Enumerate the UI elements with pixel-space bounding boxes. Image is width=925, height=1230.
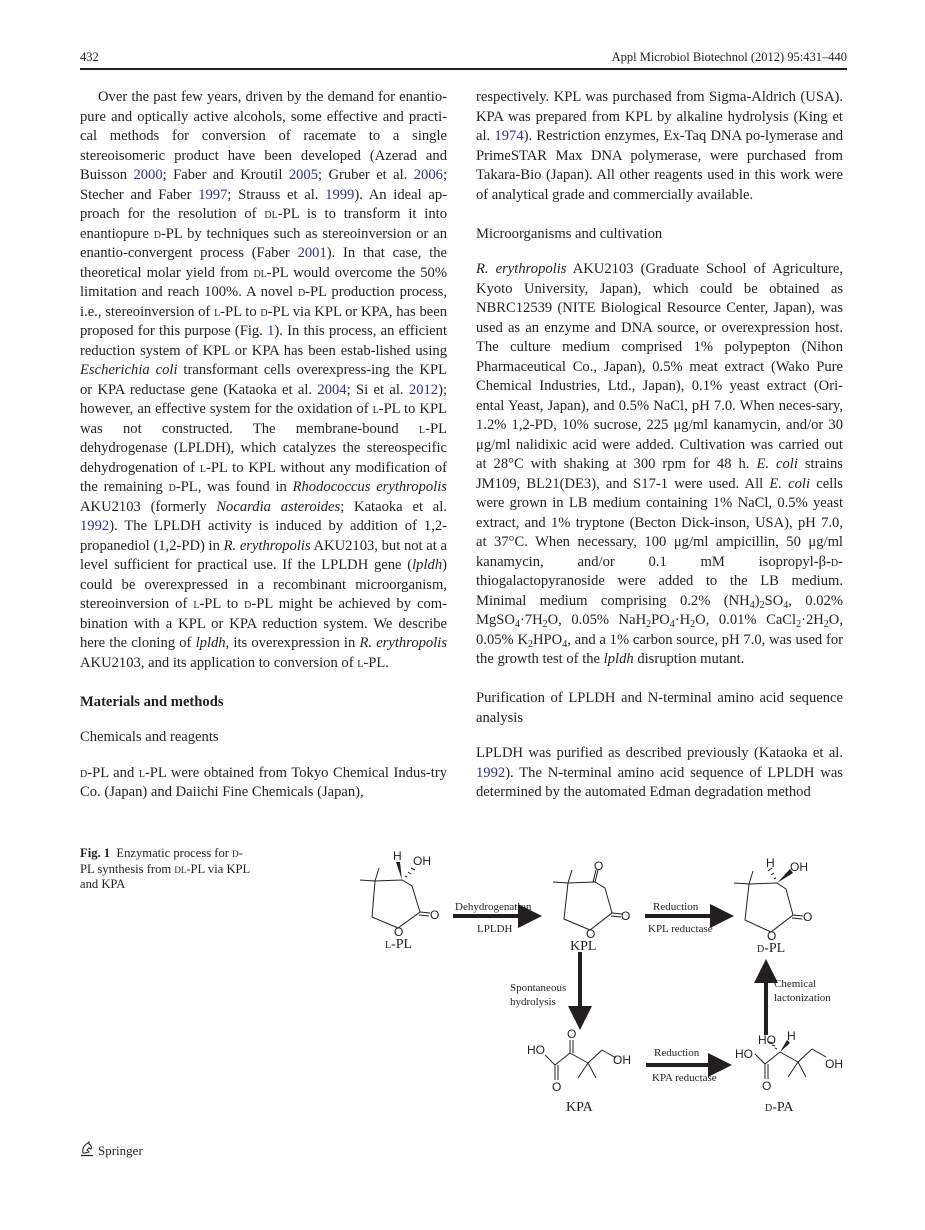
atom-label: O: [552, 1080, 562, 1094]
citation-link[interactable]: 2005: [288, 167, 318, 183]
small-caps-prefix: l: [199, 459, 206, 476]
arrow-label-reduction: Reduction: [653, 901, 699, 913]
italic-term: R. erythropolis: [359, 635, 447, 651]
compound-label-l-pl: l-PL: [385, 937, 413, 952]
compound-label-kpa: KPA: [566, 1100, 593, 1115]
section-heading-materials-methods: Materials and methods: [80, 693, 224, 710]
subscript: 2: [823, 619, 829, 630]
compound-label-d-pl: d-PL: [757, 941, 786, 956]
subscript: 4: [514, 619, 520, 630]
small-caps-prefix: dl: [253, 264, 267, 281]
publisher-footer: [80, 1141, 143, 1161]
atom-label: H: [766, 856, 775, 870]
small-caps-prefix: l: [193, 596, 200, 612]
subscript: 4: [669, 619, 675, 630]
citation-link[interactable]: 1: [267, 323, 275, 339]
citation-link[interactable]: 2001: [297, 245, 327, 261]
citation-link[interactable]: 1992: [476, 764, 506, 781]
intro-paragraph: Over the past few years, driven by the demand for enantio-pure and optically active alcohols, some effective and practi-cal methods for conversion of racemate to a single stereoisomeric product have been developed (Azerad and Buisson 2000; Faber and Kroutil 2005; Gruber et al. 2006; Stecher and Faber 1997; Strauss et al. 1999). An ideal ap-proach for the resolution of dl-PL is to transform it into enantiopure d-PL by techniques such as stereoinversion or an enantio-convergent process (Faber 2001). In that case, the theoretical molar yield from dl-PL would overcome the 50% limitation and reach 100%. A novel d-PL production process, i.e., stereoinversion of l-PL to d-PL via KPL or KPA, has been proposed for this purpose (Fig. 1). In this process, an efficient reduction system of KPL or KPA has been estab-lished using Escherichia coli transformant cells overexpress-ing the KPL or KPA reductase gene (Kataoka et al. 2004; Si et al. 2012); however, an effective system for the oxidation of l-PL to KPL was not constructed. The membrane-bound l-PL dehydrogenase (LPLDH), which catalyzes the stereospecific dehydrogenation of l-PL to KPL without any modification of the remaining d-PL, was found in Rhodococcus erythropolis AKU2103 (formerly Nocardia asteroides; Kataoka et al. 1992). The LPLDH activity is induced by addition of 1,2-propanediol (1,2-PD) in R. erythropolis AKU2103, but not at a level sufficient for practical use. If the LPLDH gene (lpldh) could be overexpressed in a recombinant microorganism, stereoinversion of l-PL to d-PL might be achieved by com-bination with a KPL or KPA reduction system. We describe here the cloning of lpldh, its overexpression in R. erythropolis AKU2103, and its application to conversion of l-PL.: [80, 89, 448, 671]
arrow-label-lpldh: LPLDH: [477, 923, 513, 935]
atom-label: H: [393, 849, 402, 863]
italic-term: lpldh: [412, 557, 443, 573]
italic-term: E. coli: [756, 456, 798, 472]
atom-label: HO: [758, 1033, 776, 1047]
atom-label: HO: [735, 1047, 753, 1061]
figure-caption: [80, 846, 255, 893]
l-pl-structure: [360, 862, 430, 928]
subscript: 4: [749, 599, 755, 611]
small-caps-prefix: l: [214, 303, 221, 320]
subsection-heading-chemicals: Chemicals and reagents: [80, 729, 219, 745]
atom-label: OH: [413, 854, 431, 868]
atom-label: O: [394, 925, 404, 939]
arrow-label-chemical: Chemical: [774, 978, 817, 990]
small-caps-prefix: l: [419, 420, 426, 437]
small-caps-prefix: d: [297, 284, 306, 300]
figure-label: Fig. 1: [80, 846, 111, 860]
italic-term: E. coli: [769, 475, 811, 492]
atom-label: O: [430, 908, 440, 922]
compound-label-d-pa: d-PA: [765, 1100, 794, 1115]
arrow-label-kpl-reductase: KPL reductase: [648, 923, 713, 935]
publisher-name: Springer: [98, 1143, 143, 1158]
journal-citation: Appl Microbiol Biotechnol (2012) 95:431–440: [611, 50, 847, 64]
arrow-label-dehydrogenation: Dehydrogenation: [455, 901, 532, 913]
atom-label: O: [621, 909, 631, 923]
italic-term: R. erythropolis: [223, 537, 311, 554]
reaction-scheme-figure: [350, 840, 870, 1120]
atom-label: O: [767, 929, 777, 943]
italic-term: lpldh: [195, 635, 226, 651]
citation-link[interactable]: 1992: [80, 518, 110, 534]
atom-label: O: [586, 927, 596, 941]
purification-paragraph: LPLDH was purified as described previously (Kataoka et al. 1992). The N-terminal amino acid sequence of LPLDH was determined by the automated Edman degradation method: [476, 745, 843, 800]
citation-link[interactable]: 1999: [325, 186, 355, 203]
citation-link[interactable]: 2006: [413, 167, 443, 183]
subscript: 2: [646, 619, 652, 630]
small-caps-prefix: l: [357, 654, 364, 671]
small-caps-prefix: dl: [174, 861, 187, 876]
kpl-structure: [553, 870, 622, 930]
atom-label: HO: [527, 1043, 545, 1057]
springer-horse-icon: [80, 1141, 94, 1161]
atom-label: OH: [825, 1057, 843, 1071]
citation-link[interactable]: 2012: [408, 381, 439, 398]
arrow-label-lactonization: lactonization: [774, 992, 831, 1004]
atom-label: OH: [613, 1053, 631, 1067]
small-caps-prefix: d: [260, 303, 268, 320]
small-caps-prefix: dl: [264, 206, 278, 222]
italic-term: Escherichia coli: [80, 362, 178, 378]
subscript: 2: [796, 619, 802, 630]
subsection-heading-purification: Purification of LPLDH and N-terminal amino acid sequence analysis: [476, 690, 843, 726]
arrow-label-reduction: Reduction: [654, 1047, 700, 1059]
subscript: 2: [759, 599, 765, 611]
subscript: 4: [783, 599, 789, 611]
figure-caption-text: Enzymatic process for d-PL synthesis from dl-PL via KPL and KPA: [80, 846, 250, 891]
header-rule: [80, 68, 847, 70]
arrow-label-kpa-reductase: KPA reductase: [652, 1072, 717, 1084]
small-caps-prefix: d: [168, 479, 176, 495]
chemicals-paragraph: d-PL and l-PL were obtained from Tokyo Chemical Indus-try Co. (Japan) and Daiichi Fine Chemicals (Japan),: [80, 764, 447, 800]
left-column: [80, 88, 447, 803]
citation-link[interactable]: 2004: [317, 381, 347, 398]
citation-link[interactable]: 2000: [133, 167, 163, 183]
small-caps-prefix: l: [138, 764, 145, 781]
subscript: 4: [562, 638, 568, 650]
chemicals-paragraph-continued: respectively. KPL was purchased from Sigma-Aldrich (USA). KPA was prepared from KPL by alkaline hydrolysis (King et al. 1974). Restriction enzymes, Ex-Taq DNA po-lymerase and PrimeSTAR Max DNA polymerase, were purchased from Takara-Bio (Japan). All other reagents used in this work were of analytical grade and commercially available.: [476, 89, 843, 203]
atom-label: H: [787, 1029, 796, 1043]
atom-label: OH: [790, 860, 808, 874]
microorganisms-paragraph: R. erythropolis AKU2103 (Graduate School of Agriculture, Kyoto University, Japan), which could be obtained as NBRC12539 (NITE Biological Resource Center, Japan), was used as an enzyme and DNA source, or overexpression host. The culture medium comprised 1% polypepton (Nihon Pharmaceutical Co., Japan), 0.5% meat extract (Wako Pure Chemical Industries, Ltd., Japan), 0.1% yeast extract (Ori-ental Yeast, Japan), and 0.5% NaCl, pH 7.0. When neces-sary, 1.2% 1,2-PD, 10% sucrose, 225 μg/ml kanamycin, and/or 30 μg/ml nalidixic acid were added. Cultivation was carried out at 28°C with shaking at 300 rpm for 48 h. E. coli strains JM109, BL21(DE3), and S17-1 were used. All E. coli cells were grown in LB medium containing 1% NaCl, 0.5% yeast extract, and 1% tryptone (Becton Dick-inson, USA), pH 7.0, at 37°C. When necessary, 100 μg/ml ampicillin, 50 μg/ml kanamycin, and/or 0.1 mM isopropyl-β-d-thiogalactopyranoside were added to the LB medium. Minimal medium comprising 0.2% $(NH_4)_2SO_4$, 0.02% $MgSO_4\cdot 7H_2O$, 0.05% $NaH_2PO_4\cdot H_2O$, 0.01% $CaCl_2\cdot 2H_2O$, 0.05% $K_2HPO_4$, and a 1% carbon source, pH 7.0, was used for the growth test of the lpldh disruption mutant.: [476, 261, 844, 667]
small-caps-prefix: l: [372, 401, 379, 417]
atom-label: O: [803, 910, 813, 924]
italic-term: Nocardia asteroides: [216, 498, 341, 515]
right-column: [476, 88, 843, 803]
kpa-structure: [545, 1040, 616, 1080]
compound-label-kpl: KPL: [570, 939, 597, 954]
italic-term: lpldh: [603, 651, 634, 667]
subscript: 2: [528, 638, 533, 650]
atom-label: O: [594, 859, 604, 873]
subscript: 2: [542, 619, 548, 630]
small-caps-prefix: d: [80, 764, 88, 781]
page-number: 432: [80, 50, 99, 64]
citation-link[interactable]: 1997: [198, 186, 228, 203]
atom-label: O: [762, 1079, 772, 1093]
italic-term: R. erythropolis: [476, 261, 567, 277]
d-pl-structure: [734, 868, 803, 932]
subsection-heading-microorganisms: Microorganisms and cultivation: [476, 225, 663, 242]
small-caps-prefix: d: [153, 225, 161, 242]
atom-label: O: [567, 1027, 577, 1041]
subscript: 2: [690, 619, 696, 630]
arrow-label-hydrolysis: hydrolysis: [510, 996, 556, 1008]
small-caps-prefix: d: [830, 553, 839, 570]
small-caps-prefix: d: [244, 596, 252, 612]
citation-link[interactable]: 1974: [494, 128, 524, 144]
italic-term: Rhodococcus erythropolis: [292, 479, 447, 495]
small-caps-prefix: d: [232, 846, 239, 860]
arrow-label-spontaneous: Spontaneous: [510, 982, 567, 994]
